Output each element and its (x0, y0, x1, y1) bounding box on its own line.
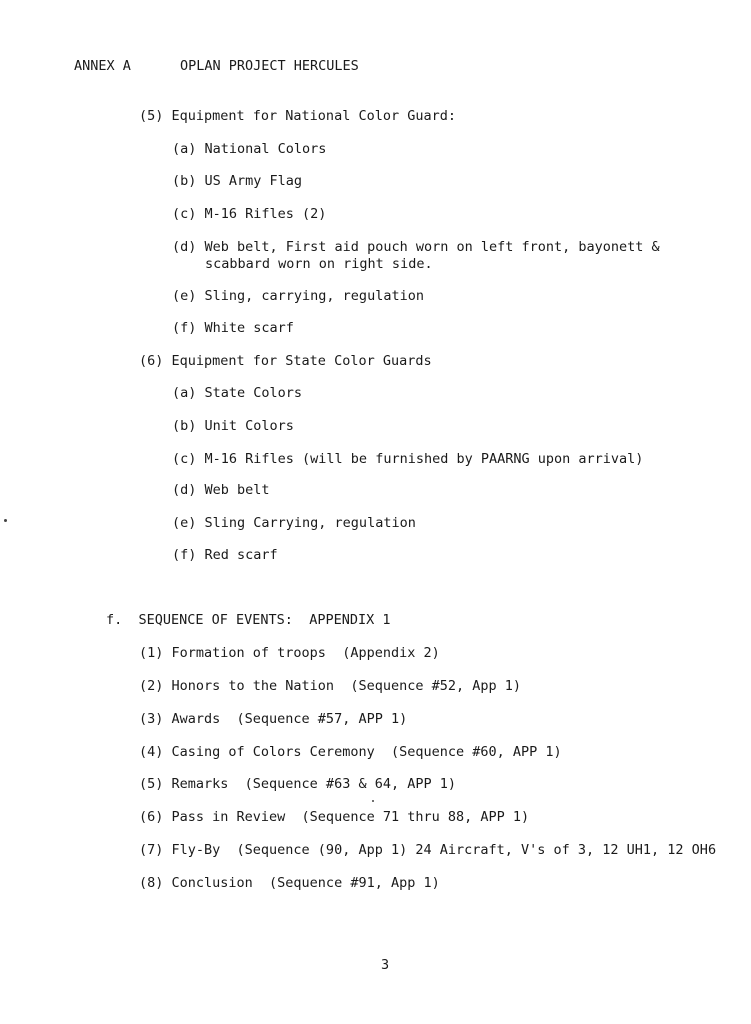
national-item-c: (c) M-16 Rifles (2) (172, 206, 327, 222)
annex-label: ANNEX A (74, 58, 131, 74)
national-item-d-continuation: scabbard worn on right side. (205, 256, 433, 272)
national-color-guard-heading: (5) Equipment for National Color Guard: (139, 108, 456, 124)
page-number: 3 (381, 957, 390, 973)
scan-speck (4, 519, 7, 522)
national-item-b: (b) US Army Flag (172, 173, 303, 189)
sequence-item-1: (1) Formation of troops (Appendix 2) (139, 645, 440, 661)
state-item-e: (e) Sling Carrying, regulation (172, 515, 416, 531)
national-item-d: (d) Web belt, First aid pouch worn on left front, bayonett & (172, 239, 660, 255)
sequence-item-6: (6) Pass in Review (Sequence 71 thru 88, APP 1) (139, 809, 530, 825)
national-item-a: (a) National Colors (172, 141, 327, 157)
state-item-c: (c) M-16 Rifles (will be furnished by PAARNG upon arrival) (172, 451, 644, 467)
sequence-item-5: (5) Remarks (Sequence #63 & 64, APP 1) (139, 776, 456, 792)
scan-speck (372, 800, 374, 802)
national-item-e: (e) Sling, carrying, regulation (172, 288, 424, 304)
state-color-guards-heading: (6) Equipment for State Color Guards (139, 353, 432, 369)
state-item-d: (d) Web belt (172, 482, 270, 498)
sequence-item-2: (2) Honors to the Nation (Sequence #52, App 1) (139, 678, 522, 694)
document-title: OPLAN PROJECT HERCULES (180, 58, 359, 74)
national-item-f: (f) White scarf (172, 320, 294, 336)
state-item-f: (f) Red scarf (172, 547, 278, 563)
state-item-b: (b) Unit Colors (172, 418, 294, 434)
sequence-of-events-heading: f. SEQUENCE OF EVENTS: APPENDIX 1 (106, 612, 391, 628)
sequence-item-3: (3) Awards (Sequence #57, APP 1) (139, 711, 408, 727)
sequence-item-4: (4) Casing of Colors Ceremony (Sequence #60, APP 1) (139, 744, 562, 760)
state-item-a: (a) State Colors (172, 385, 303, 401)
sequence-item-7: (7) Fly-By (Sequence (90, App 1) 24 Aircraft, V's of 3, 12 UH1, 12 OH6 (139, 842, 717, 858)
sequence-item-8: (8) Conclusion (Sequence #91, App 1) (139, 875, 440, 891)
